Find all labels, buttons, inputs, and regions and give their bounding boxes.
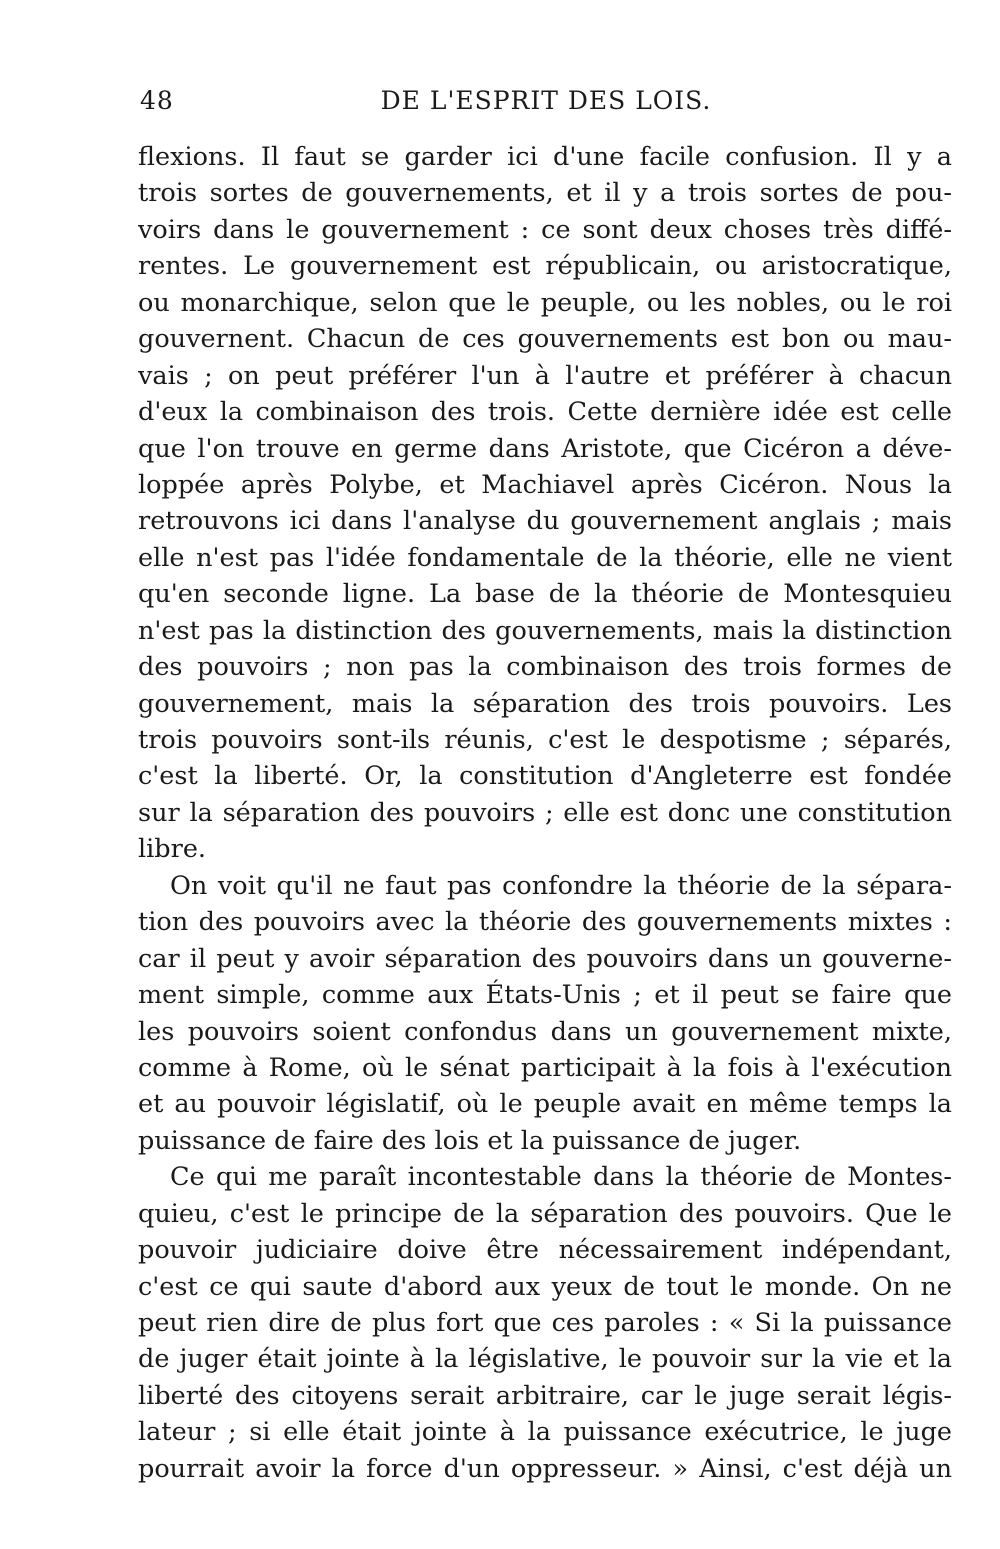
text-line: c'est ce qui saute d'abord aux yeux de tout le monde. On ne bbox=[138, 1271, 952, 1302]
text-line: d'eux la combinaison des trois. Cette dernière idée est celle bbox=[138, 397, 952, 428]
text-line: elle n'est pas l'idée fondamentale de la théorie, elle ne vient bbox=[138, 542, 952, 573]
text-line: trois pouvoirs sont-ils réunis, c'est le despotisme ; séparés, bbox=[138, 725, 952, 755]
text-line: peut rien dire de plus fort que ces paroles : « Si la puissance bbox=[138, 1308, 952, 1338]
text-line: qu'en seconde ligne. La base de la théorie de Montesquieu bbox=[138, 579, 952, 610]
text-line: les pouvoirs soient confondus dans un gouvernement mixte, bbox=[138, 1016, 952, 1047]
body-text bbox=[138, 139, 952, 1487]
running-title: DE L'ESPRIT DES LOIS. bbox=[380, 86, 712, 115]
text-line: puissance de faire des lois et la puissance de juger. bbox=[138, 1125, 802, 1156]
text-line: n'est pas la distinction des gouvernements, mais la distinction bbox=[138, 615, 952, 646]
text-line: quieu, c'est le principe de la séparation des pouvoirs. Que le bbox=[138, 1198, 952, 1229]
text-line: gouvernent. Chacun de ces gouvernements est bon ou mau- bbox=[138, 324, 952, 355]
text-line: loppée après Polybe, et Machiavel après Cicéron. Nous la bbox=[138, 469, 952, 500]
text-line: retrouvons ici dans l'analyse du gouvernement anglais ; mais bbox=[138, 506, 952, 537]
text-line: pouvoir judiciaire doive être nécessairement indépendant, bbox=[138, 1235, 952, 1266]
text-line: lateur ; si elle était jointe à la puissance exécutrice, le juge bbox=[138, 1417, 952, 1448]
page-header bbox=[140, 86, 952, 126]
text-line: vais ; on peut préférer l'un à l'autre et préférer à chacun bbox=[138, 360, 952, 391]
text-line: Ce qui me paraît incontestable dans la théorie de Montes- bbox=[170, 1162, 952, 1193]
text-line: que l'on trouve en germe dans Aristote, que Cicéron a déve- bbox=[138, 433, 952, 464]
text-line: On voit qu'il ne faut pas confondre la théorie de la sépara- bbox=[170, 870, 952, 901]
text-line: des pouvoirs ; non pas la combinaison des trois formes de bbox=[138, 652, 952, 683]
text-line: de juger était jointe à la législative, le pouvoir sur la vie et la bbox=[138, 1344, 952, 1375]
text-line: ment simple, comme aux États-Unis ; et il peut se faire que bbox=[138, 980, 952, 1011]
text-line: gouvernement, mais la séparation des trois pouvoirs. Les bbox=[138, 688, 952, 719]
text-line: et au pouvoir législatif, où le peuple avait en même temps la bbox=[138, 1089, 952, 1120]
page-number: 48 bbox=[140, 86, 174, 115]
text-line: tion des pouvoirs avec la théorie des gouvernements mixtes : bbox=[138, 907, 952, 938]
text-line: rentes. Le gouvernement est républicain, ou aristocratique, bbox=[138, 251, 952, 282]
paragraph-3 bbox=[138, 1159, 952, 1487]
text-line: ou monarchique, selon que le peuple, ou les nobles, ou le roi bbox=[138, 287, 952, 318]
text-line: flexions. Il faut se garder ici d'une facile confusion. Il y a bbox=[138, 142, 952, 172]
text-line: voirs dans le gouvernement : ce sont deux choses très diffé- bbox=[138, 214, 952, 245]
text-line: libre. bbox=[138, 834, 207, 865]
text-line: comme à Rome, où le sénat participait à la fois à l'exécution bbox=[138, 1052, 952, 1083]
paragraph-2 bbox=[138, 868, 952, 1160]
text-line: car il peut y avoir séparation des pouvoirs dans un gouverne- bbox=[138, 943, 952, 974]
text-line: liberté des citoyens serait arbitraire, car le juge serait légis- bbox=[138, 1380, 952, 1411]
text-line: c'est la liberté. Or, la constitution d'Angleterre est fondée bbox=[138, 761, 952, 792]
text-line: sur la séparation des pouvoirs ; elle est donc une constitution bbox=[138, 797, 952, 828]
text-line: trois sortes de gouvernements, et il y a trois sortes de pou- bbox=[138, 178, 952, 209]
text-line: pourrait avoir la force d'un oppresseur. » Ainsi, c'est déjà un bbox=[138, 1453, 952, 1484]
paragraph-1 bbox=[138, 139, 952, 868]
